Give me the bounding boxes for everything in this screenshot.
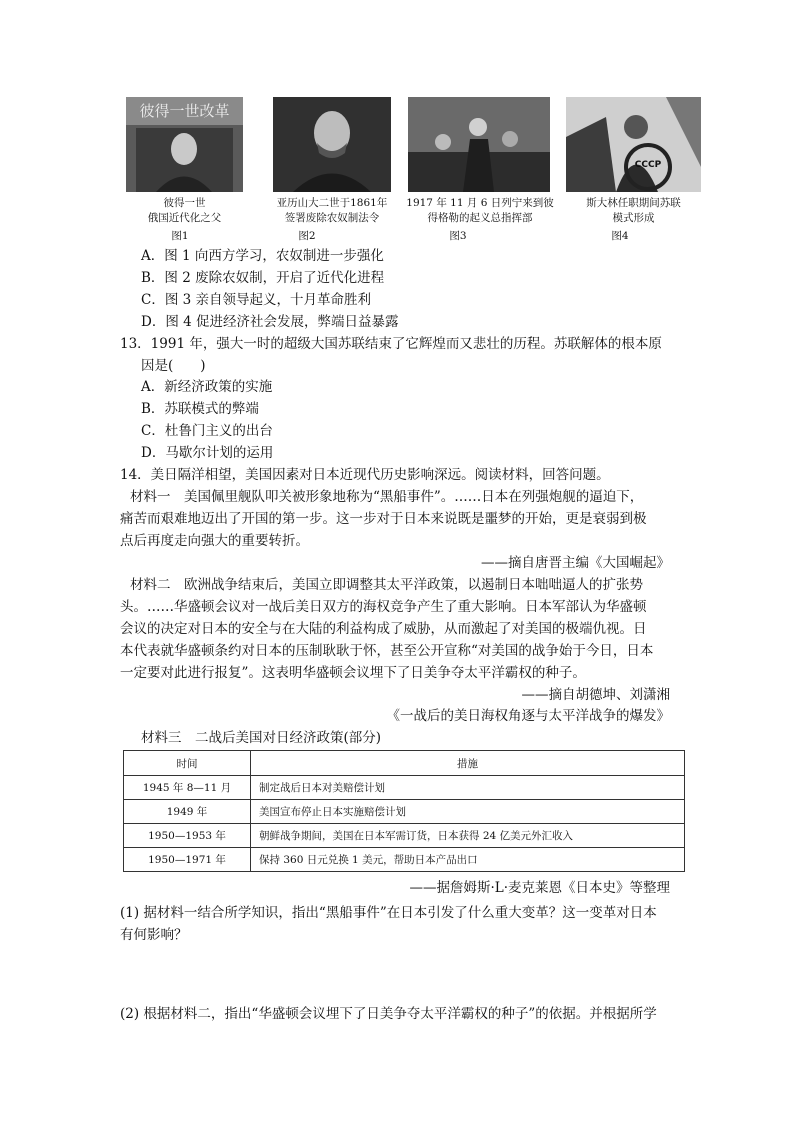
figure-2-caption: 亚历山大二世于1861年 签署废除农奴制法令 [276,197,388,224]
policy-table [123,750,685,872]
table-row [124,776,685,800]
sub-question-1: (1) 据材料一结合所学知识，指出“黑船事件”在日本引发了什么重大变革？这一变革对日本 [120,905,657,921]
figure-1-image [126,97,243,192]
q12-option-d: D．图 4 促进经济社会发展，弊端日益暴露 [141,314,399,330]
table-cell-time: 1950—1971 年 [124,848,251,872]
table-row [124,800,685,824]
sub-question-2: (2) 根据材料二，指出“华盛顿会议埋下了日美争夺太平洋霸权的种子”的依据。并根据所学 [120,1006,657,1022]
figure-1-banner: 彼得一世改革 [126,97,243,125]
material-2-line: 会议的决定对日本的安全与在大陆的利益构成了威胁，从而激起了对美国的极端仇视。日 [120,621,647,637]
table-cell-measure: 美国宣布停止日本实施赔偿计划 [251,800,685,824]
table-header-time: 时间 [124,751,251,776]
q13-stem-cont: 因是( ) [141,358,206,374]
material-1-source: ——摘自唐晋主编《大国崛起》 [481,555,670,571]
painting-illustration [408,97,550,192]
figure-4-label: 图4 [611,230,629,242]
figure-4-image [566,97,701,192]
table-cell-measure: 制定战后日本对美赔偿计划 [251,776,685,800]
material-2-line: 本代表就华盛顿条约对日本的压制耿耿于怀，甚至公开宣称“对美国的战争始于今日，日本 [120,643,654,659]
q12-option-a: A．图 1 向西方学习，农奴制进一步强化 [141,248,384,264]
sub-question-1-cont: 有何影响？ [120,927,188,943]
q12-option-b: B．图 2 废除农奴制，开启了近代化进程 [141,270,385,286]
table-cell-measure: 保持 360 日元兑换 1 美元，帮助日本产品出口 [251,848,685,872]
table-header-measure: 措施 [251,751,685,776]
figure-1-caption: 彼得一世 俄国近代化之父 [147,197,222,224]
material-2-source-title: 《一战后的美日海权角逐与太平洋战争的爆发》 [386,708,670,724]
table-cell-measure: 朝鲜战争期间，美国在日本军需订货，日本获得 24 亿美元外汇收入 [251,824,685,848]
material-2-line: 材料二 欧洲战争结束后，美国立即调整其太平洋政策，以遏制日本咄咄逼人的扩张势 [130,577,643,593]
q12-option-c: C．图 3 亲自领导起义，十月革命胜利 [141,292,372,308]
portrait-illustration [273,97,391,192]
figure-2-image [273,97,391,192]
table-cell-time: 1945 年 8—11 月 [124,776,251,800]
material-3-title: 材料三 二战后美国对日经济政策(部分) [141,730,382,746]
figure-3-image [408,97,550,192]
table-cell-time: 1950—1953 年 [124,824,251,848]
material-3-source: ——据詹姆斯·L·麦克莱恩《日本史》等整理 [409,880,670,896]
q13-option-b: B．苏联模式的弊端 [141,401,259,417]
figure-2-label: 图2 [298,230,316,242]
figure-1-label: 图1 [171,230,189,242]
material-1-line: 痛苦而艰难地迈出了开国的第一步。这一步对于日本来说既是噩梦的开始，更是衰弱到极 [120,511,647,527]
table-cell-time: 1949 年 [124,800,251,824]
q13-option-a: A．新经济政策的实施 [141,379,273,395]
table-header-row [124,751,685,776]
material-1-line: 点后再度走向强大的重要转折。 [120,533,309,549]
figure-4-wheel-text: CCCP [634,160,662,170]
figure-3-label: 图3 [449,230,467,242]
q13-option-c: C．杜鲁门主义的出台 [141,423,273,439]
figure-3-caption: 1917 年 11 月 6 日列宁来到彼 得格勒的起义总指挥部 [406,197,554,224]
figure-4-caption: 斯大林任职期间苏联 模式形成 [586,197,681,224]
portrait-illustration [126,125,243,192]
q13-option-d: D．马歇尔计划的运用 [141,445,274,461]
material-1-line: 材料一 美国佩里舰队叩关被形象地称为“黑船事件”。……日本在列强炮舰的逼迫下， [130,489,644,505]
poster-illustration [566,97,701,192]
material-2-source-author: ——摘自胡德坤、刘潇湘 [521,687,670,703]
material-2-line: 一定要对此进行报复”。这表明华盛顿会议埋下了日美争夺太平洋霸权的种子。 [120,665,586,681]
table-row [124,824,685,848]
material-2-line: 头。……华盛顿会议对一战后美日双方的海权竞争产生了重大影响。日本军部认为华盛顿 [120,599,647,615]
table-row [124,848,685,872]
q13-stem: 13．1991 年，强大一时的超级大国苏联结束了它辉煌而又悲壮的历程。苏联解体的根本原 [120,336,662,352]
q14-intro: 14．美日隔洋相望，美国因素对日本近现代历史影响深远。阅读材料，回答问题。 [120,467,610,483]
